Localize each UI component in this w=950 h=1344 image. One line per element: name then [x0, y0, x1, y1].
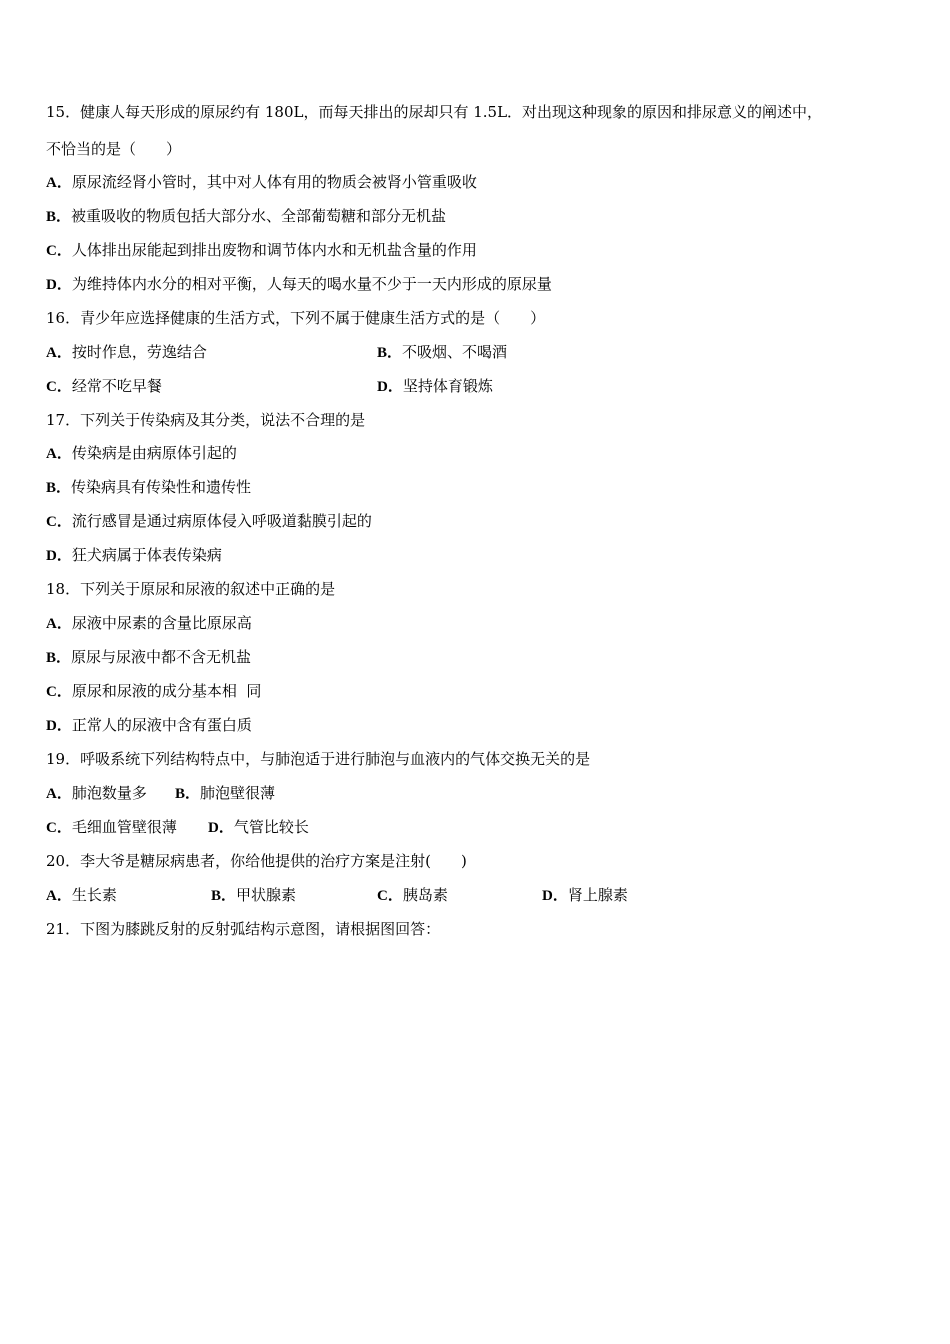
q17-option-d [46, 544, 222, 566]
option-text: 传染病是由病原体引起的 [71, 444, 237, 462]
option-text: 狂犬病属于体表传染病 [71, 546, 222, 564]
option-label: A． [46, 616, 72, 632]
option-label: D． [377, 379, 403, 395]
q19-option-d [208, 816, 309, 838]
q16-option-c [46, 375, 162, 397]
option-text: 原尿和尿液的成分基本相 同 [71, 682, 262, 700]
option-text: 按时作息，劳逸结合 [71, 343, 207, 361]
q15-stem-line2: 不恰当的是（ ） [46, 140, 182, 158]
option-label: A． [46, 446, 72, 462]
option-text: 人体排出尿能起到排出废物和调节体内水和无机盐含量的作用 [71, 241, 477, 259]
q18-option-a [46, 612, 252, 634]
q19-stem: 19．呼吸系统下列结构特点中，与肺泡适于进行肺泡与血液内的气体交换无关的是 [46, 750, 591, 768]
q18-option-d [46, 714, 252, 736]
q19-option-a [46, 782, 147, 804]
q15-option-d [46, 273, 552, 295]
option-label: A． [46, 786, 72, 802]
q20-option-d [542, 884, 628, 906]
option-text: 经常不吃早餐 [71, 377, 162, 395]
option-label: D． [542, 888, 568, 904]
option-label: A． [46, 175, 72, 191]
option-text: 甲状腺素 [236, 886, 297, 904]
q18-stem: 18．下列关于原尿和尿液的叙述中正确的是 [46, 580, 336, 598]
option-label: D． [46, 718, 72, 734]
q18-option-c [46, 680, 261, 702]
q15-option-b [46, 205, 446, 227]
option-label: D． [46, 548, 72, 564]
option-text: 为维持体内水分的相对平衡，人每天的喝水量不少于一天内形成的原尿量 [71, 275, 552, 293]
option-label: D． [208, 820, 234, 836]
option-text: 尿液中尿素的含量比原尿高 [71, 614, 252, 632]
option-label: C． [46, 514, 72, 530]
option-text: 不吸烟、不喝酒 [402, 343, 508, 361]
q19-option-c [46, 816, 177, 838]
option-text: 流行感冒是通过病原体侵入呼吸道黏膜引起的 [71, 512, 372, 530]
q15-option-c [46, 239, 477, 261]
option-text: 气管比较长 [233, 818, 309, 836]
q16-option-a [46, 341, 207, 363]
option-text: 肺泡壁很薄 [200, 784, 276, 802]
option-text: 原尿与尿液中都不含无机盐 [71, 648, 252, 666]
q20-stem: 20．李大爷是糖尿病患者，你给他提供的治疗方案是注射( ) [46, 852, 467, 870]
option-label: C． [377, 888, 403, 904]
option-label: A． [46, 345, 72, 361]
q21-stem: 21．下图为膝跳反射的反射弧结构示意图，请根据图回答： [46, 920, 441, 938]
q16-stem: 16．青少年应选择健康的生活方式，下列不属于健康生活方式的是（ ） [46, 309, 546, 327]
option-label: B． [175, 786, 201, 802]
option-label: C． [46, 243, 72, 259]
option-text: 被重吸收的物质包括大部分水、全部葡萄糖和部分无机盐 [71, 207, 447, 225]
q16-option-b [377, 341, 507, 363]
option-label: B． [46, 209, 72, 225]
option-label: B． [46, 650, 72, 666]
option-label: C． [46, 684, 72, 700]
q17-stem: 17．下列关于传染病及其分类，说法不合理的是 [46, 411, 366, 429]
q19-option-b [175, 782, 275, 804]
q20-option-c [377, 884, 448, 906]
option-label: D． [46, 277, 72, 293]
option-text: 传染病具有传染性和遗传性 [71, 478, 252, 496]
option-label: C． [46, 379, 72, 395]
option-text: 毛细血管壁很薄 [71, 818, 177, 836]
option-text: 坚持体育锻炼 [402, 377, 493, 395]
q17-option-b [46, 476, 251, 498]
option-label: B． [211, 888, 237, 904]
q17-option-c [46, 510, 372, 532]
q17-option-a [46, 442, 237, 464]
option-label: C． [46, 820, 72, 836]
q15-stem-line1: 15．健康人每天形成的原尿约有 180L，而每天排出的尿却只有 1.5L．对出现这种现象的原因和排尿意义的阐述中， [46, 103, 823, 121]
option-text: 肾上腺素 [567, 886, 628, 904]
option-label: A． [46, 888, 72, 904]
q18-option-b [46, 646, 251, 668]
option-label: B． [377, 345, 403, 361]
q16-option-d [377, 375, 493, 397]
q15-option-a [46, 171, 477, 193]
option-label: B． [46, 480, 72, 496]
q20-option-a [46, 884, 117, 906]
option-text: 胰岛素 [402, 886, 448, 904]
option-text: 生长素 [71, 886, 117, 904]
option-text: 肺泡数量多 [71, 784, 147, 802]
option-text: 原尿流经肾小管时，其中对人体有用的物质会被肾小管重吸收 [71, 173, 477, 191]
option-text: 正常人的尿液中含有蛋白质 [71, 716, 252, 734]
q20-option-b [211, 884, 296, 906]
